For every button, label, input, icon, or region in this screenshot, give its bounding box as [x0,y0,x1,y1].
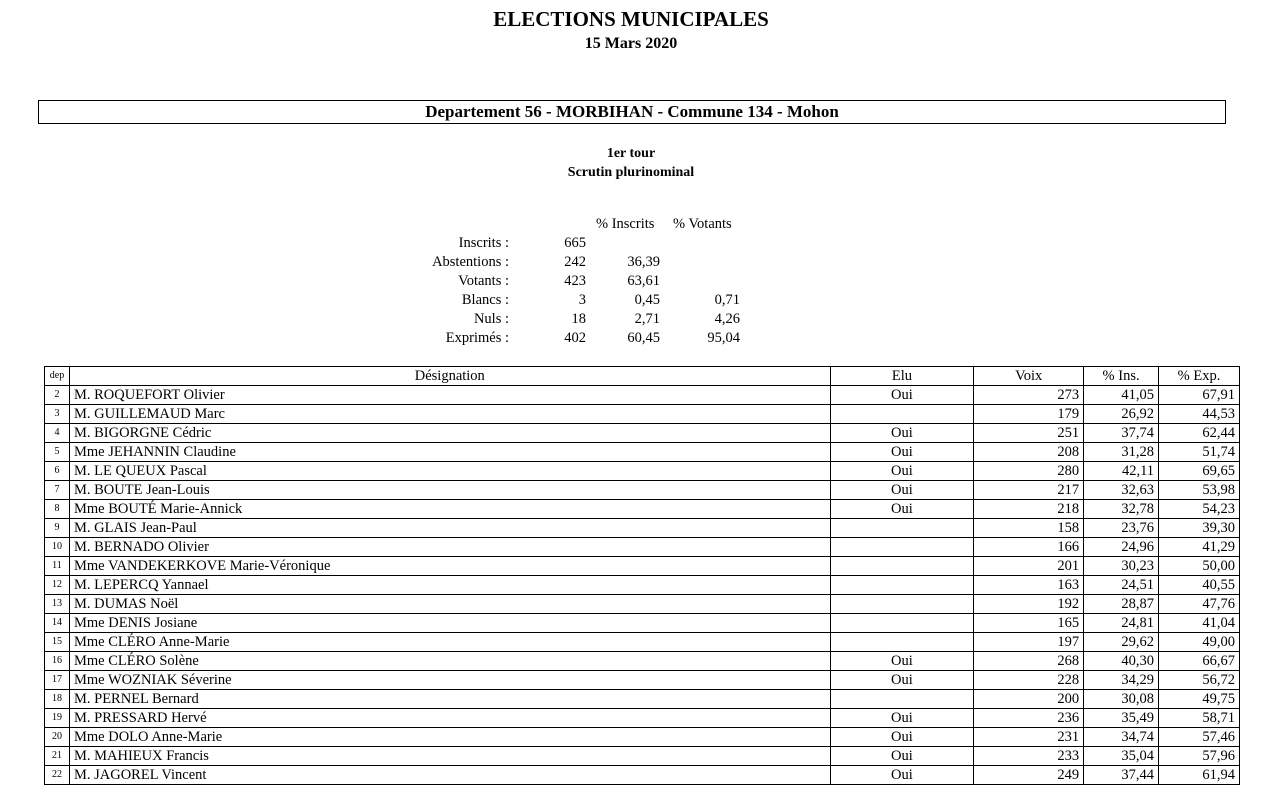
cell-voix: 217 [974,481,1084,500]
col-designation: Désignation [69,367,830,386]
table-row [45,766,1240,785]
cell-elu: Oui [830,766,974,785]
cell-designation: Mme DOLO Anne-Marie [69,728,830,747]
cell-pct-ins: 41,05 [1084,386,1159,405]
stats-label: Nuls : [473,311,509,327]
table-row [45,614,1240,633]
cell-pct-ins: 30,23 [1084,557,1159,576]
stats-row [0,235,800,254]
cell-designation: Mme DENIS Josiane [69,614,830,633]
cell-designation: Mme BOUTÉ Marie-Annick [69,500,830,519]
cell-pct-exp: 61,94 [1159,766,1240,785]
cell-dep: 21 [45,747,70,766]
cell-designation: M. PERNEL Bernard [69,690,830,709]
stats-value: 423 [564,273,586,289]
cell-voix: 163 [974,576,1084,595]
cell-voix: 158 [974,519,1084,538]
cell-pct-exp: 66,67 [1159,652,1240,671]
cell-pct-ins: 29,62 [1084,633,1159,652]
cell-pct-ins: 37,74 [1084,424,1159,443]
cell-designation: Mme WOZNIAK Séverine [69,671,830,690]
cell-elu [830,690,974,709]
table-row [45,386,1240,405]
stats-label: Blancs : [461,292,509,308]
cell-elu: Oui [830,747,974,766]
stats-row [0,330,800,349]
cell-elu: Oui [830,652,974,671]
cell-voix: 236 [974,709,1084,728]
stats-header-votants: % Votants [673,216,732,232]
cell-pct-ins: 34,29 [1084,671,1159,690]
cell-designation: M. PRESSARD Hervé [69,709,830,728]
cell-voix: 201 [974,557,1084,576]
round-label: 1er tour [606,146,656,161]
cell-elu: Oui [830,386,974,405]
cell-voix: 197 [974,633,1084,652]
table-row [45,709,1240,728]
stats-value: 3 [578,292,586,308]
cell-voix: 231 [974,728,1084,747]
candidates-table [44,366,1240,785]
cell-elu [830,519,974,538]
cell-pct-exp: 54,23 [1159,500,1240,519]
stats-header-inscrits: % Inscrits [596,216,655,232]
page-title: ELECTIONS MUNICIPALES [493,7,769,31]
cell-pct-ins: 23,76 [1084,519,1159,538]
cell-voix: 179 [974,405,1084,424]
cell-elu: Oui [830,462,974,481]
cell-pct-ins: 42,11 [1084,462,1159,481]
cell-dep: 7 [45,481,70,500]
candidates-table-body [45,386,1240,785]
table-row [45,690,1240,709]
cell-dep: 16 [45,652,70,671]
stats-pct-votants: 0,71 [714,292,740,308]
cell-elu [830,633,974,652]
cell-pct-exp: 39,30 [1159,519,1240,538]
table-row [45,481,1240,500]
cell-dep: 11 [45,557,70,576]
department-header: Departement 56 - MORBIHAN - Commune 134 - Mohon [38,100,1226,124]
ballot-type: Scrutin plurinominal [567,165,695,180]
cell-designation: M. JAGOREL Vincent [69,766,830,785]
cell-pct-exp: 67,91 [1159,386,1240,405]
cell-voix: 192 [974,595,1084,614]
cell-pct-ins: 30,08 [1084,690,1159,709]
cell-dep: 2 [45,386,70,405]
stats-label: Inscrits : [458,235,509,251]
cell-dep: 13 [45,595,70,614]
stats-pct-inscrits: 0,45 [634,292,660,308]
table-row [45,671,1240,690]
cell-dep: 9 [45,519,70,538]
election-date: 15 Mars 2020 [584,35,678,52]
cell-pct-ins: 24,96 [1084,538,1159,557]
cell-pct-exp: 57,96 [1159,747,1240,766]
cell-pct-ins: 24,51 [1084,576,1159,595]
stats-label: Votants : [458,273,509,289]
cell-elu: Oui [830,728,974,747]
cell-voix: 233 [974,747,1084,766]
cell-designation: M. GUILLEMAUD Marc [69,405,830,424]
cell-pct-exp: 51,74 [1159,443,1240,462]
cell-elu [830,405,974,424]
table-row [45,424,1240,443]
cell-pct-exp: 53,98 [1159,481,1240,500]
table-row [45,595,1240,614]
cell-designation: M. BOUTE Jean-Louis [69,481,830,500]
col-elu: Elu [830,367,974,386]
cell-pct-exp: 49,75 [1159,690,1240,709]
cell-dep: 5 [45,443,70,462]
table-row [45,557,1240,576]
cell-pct-ins: 35,49 [1084,709,1159,728]
cell-pct-ins: 24,81 [1084,614,1159,633]
col-pct-exp: % Exp. [1159,367,1240,386]
cell-designation: Mme VANDEKERKOVE Marie-Véronique [69,557,830,576]
col-pct-ins: % Ins. [1084,367,1159,386]
cell-elu [830,614,974,633]
cell-designation: M. GLAIS Jean-Paul [69,519,830,538]
cell-designation: M. DUMAS Noël [69,595,830,614]
cell-dep: 22 [45,766,70,785]
table-row [45,443,1240,462]
stats-pct-inscrits: 36,39 [627,254,660,270]
stats-value: 402 [564,330,586,346]
cell-voix: 218 [974,500,1084,519]
col-voix: Voix [974,367,1084,386]
table-row [45,538,1240,557]
table-row [45,633,1240,652]
cell-pct-exp: 40,55 [1159,576,1240,595]
cell-dep: 15 [45,633,70,652]
cell-pct-ins: 40,30 [1084,652,1159,671]
cell-pct-ins: 34,74 [1084,728,1159,747]
cell-voix: 165 [974,614,1084,633]
cell-elu: Oui [830,481,974,500]
cell-pct-ins: 26,92 [1084,405,1159,424]
stats-pct-inscrits: 63,61 [627,273,660,289]
cell-designation: M. LEPERCQ Yannael [69,576,830,595]
cell-pct-exp: 58,71 [1159,709,1240,728]
cell-pct-exp: 47,76 [1159,595,1240,614]
cell-elu [830,538,974,557]
cell-pct-ins: 32,78 [1084,500,1159,519]
cell-pct-ins: 28,87 [1084,595,1159,614]
table-row [45,519,1240,538]
cell-voix: 166 [974,538,1084,557]
cell-pct-exp: 41,29 [1159,538,1240,557]
stats-pct-inscrits: 60,45 [627,330,660,346]
col-dep: dep [45,367,70,386]
stats-row [0,273,800,292]
cell-elu: Oui [830,443,974,462]
cell-dep: 8 [45,500,70,519]
stats-value: 665 [564,235,586,251]
cell-pct-exp: 57,46 [1159,728,1240,747]
cell-pct-exp: 69,65 [1159,462,1240,481]
stats-row [0,292,800,311]
cell-elu [830,576,974,595]
stats-label: Exprimés : [445,330,509,346]
cell-pct-exp: 41,04 [1159,614,1240,633]
cell-pct-ins: 32,63 [1084,481,1159,500]
cell-dep: 12 [45,576,70,595]
cell-elu: Oui [830,424,974,443]
stats-row [0,254,800,273]
cell-voix: 251 [974,424,1084,443]
table-row [45,728,1240,747]
cell-designation: M. BERNADO Olivier [69,538,830,557]
cell-voix: 268 [974,652,1084,671]
table-row [45,747,1240,766]
cell-designation: M. ROQUEFORT Olivier [69,386,830,405]
cell-dep: 3 [45,405,70,424]
cell-elu: Oui [830,671,974,690]
round-info [0,144,1262,182]
cell-pct-ins: 35,04 [1084,747,1159,766]
cell-dep: 4 [45,424,70,443]
stats-pct-votants: 95,04 [707,330,740,346]
cell-designation: Mme CLÉRO Anne-Marie [69,633,830,652]
cell-designation: Mme JEHANNIN Claudine [69,443,830,462]
stats-label: Abstentions : [432,254,509,270]
stats-value: 18 [571,311,586,327]
stats-pct-votants: 4,26 [714,311,740,327]
cell-elu: Oui [830,500,974,519]
cell-dep: 14 [45,614,70,633]
cell-dep: 6 [45,462,70,481]
cell-designation: M. BIGORGNE Cédric [69,424,830,443]
cell-designation: M. LE QUEUX Pascal [69,462,830,481]
cell-designation: Mme CLÉRO Solène [69,652,830,671]
cell-dep: 10 [45,538,70,557]
cell-pct-exp: 62,44 [1159,424,1240,443]
cell-elu: Oui [830,709,974,728]
stats-pct-inscrits: 2,71 [634,311,660,327]
cell-pct-exp: 44,53 [1159,405,1240,424]
table-header-row [45,367,1240,386]
cell-voix: 249 [974,766,1084,785]
table-row [45,576,1240,595]
cell-pct-exp: 50,00 [1159,557,1240,576]
cell-pct-exp: 49,00 [1159,633,1240,652]
cell-voix: 273 [974,386,1084,405]
cell-elu [830,595,974,614]
cell-elu [830,557,974,576]
cell-voix: 208 [974,443,1084,462]
table-row [45,652,1240,671]
table-row [45,462,1240,481]
cell-pct-ins: 37,44 [1084,766,1159,785]
cell-voix: 200 [974,690,1084,709]
cell-pct-ins: 31,28 [1084,443,1159,462]
cell-dep: 18 [45,690,70,709]
cell-dep: 20 [45,728,70,747]
cell-voix: 280 [974,462,1084,481]
table-row [45,405,1240,424]
stats-row [0,311,800,330]
cell-dep: 19 [45,709,70,728]
cell-designation: M. MAHIEUX Francis [69,747,830,766]
cell-voix: 228 [974,671,1084,690]
cell-pct-exp: 56,72 [1159,671,1240,690]
table-row [45,500,1240,519]
cell-dep: 17 [45,671,70,690]
stats-value: 242 [564,254,586,270]
